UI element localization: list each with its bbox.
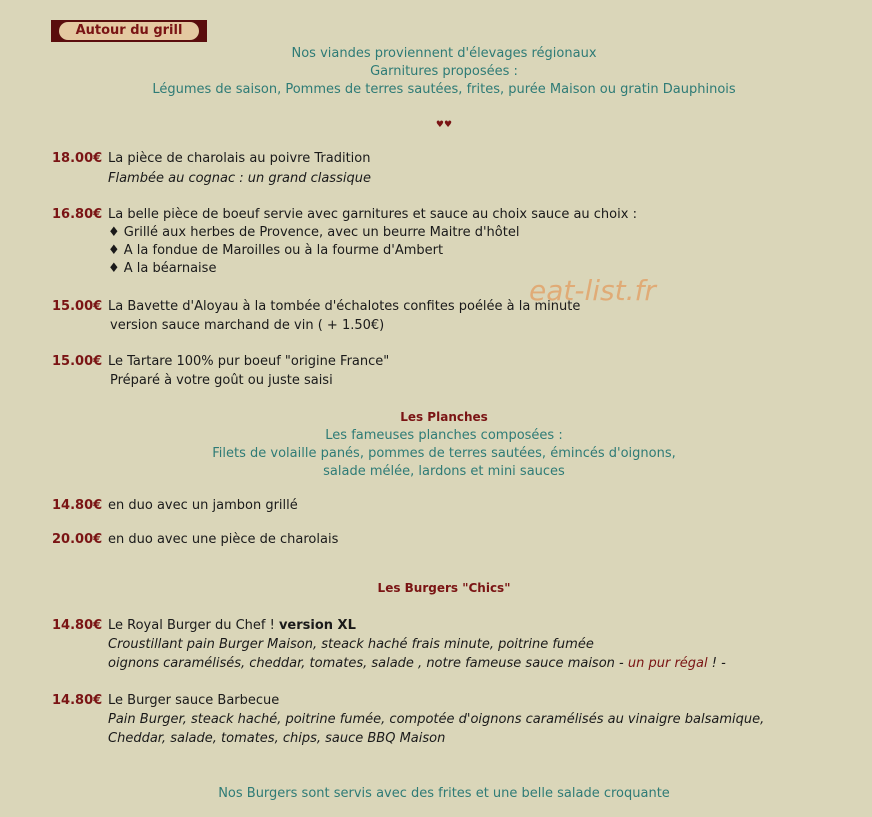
price-label: 14.80€ [52,693,103,708]
hearts-divider: ♥♥ [435,120,453,130]
price-label: 20.00€ [52,532,103,547]
planches-line-3: salade mélée, lardons et mini sauces [323,464,565,479]
item-description: oignons caramélisés, cheddar, tomates, salade , notre fameuse sauce maison - [108,656,628,671]
item-option: ♦ A la béarnaise [108,261,217,276]
price-label: 16.80€ [52,207,103,222]
item-description: Préparé à votre goût ou juste saisi [110,373,333,388]
section-tab [51,20,207,42]
intro-line-1: Nos viandes proviennent d'élevages régionaux [291,46,597,61]
price-label: 18.00€ [52,151,103,166]
item-name: Le Royal Burger du Chef ! [108,618,279,633]
burgers-footer: Nos Burgers sont servis avec des frites et une belle salade croquante [218,786,670,801]
item-description: Pain Burger, steack haché, poitrine fumée, compotée d'oignons caramélisés au vinaigre balsamique, [108,712,765,727]
planches-line-2: Filets de volaille panés, pommes de terres sautées, émincés d'oignons, [212,446,676,461]
item-name: en duo avec une pièce de charolais [108,532,339,547]
item-option: ♦ A la fondue de Maroilles ou à la fourme d'Ambert [108,243,444,258]
item-description: Cheddar, salade, tomates, chips, sauce BBQ Maison [108,731,446,746]
intro-line-3: Légumes de saison, Pommes de terres sautées, frites, purée Maison ou gratin Dauphinois [152,82,736,97]
item-description: Croustillant pain Burger Maison, steack haché frais minute, poitrine fumée [108,637,594,652]
item-name: Le Burger sauce Barbecue [108,693,280,708]
item-option: ♦ Grillé aux herbes de Provence, avec un beurre Maitre d'hôtel [108,225,520,240]
price-label: 15.00€ [52,299,103,314]
price-label: 14.80€ [52,498,103,513]
item-name-row [108,618,356,633]
accent-text: un pur régal [627,656,708,671]
item-description-row [108,656,726,671]
item-name: La belle pièce de boeuf servie avec garnitures et sauce au choix sauce au choix : [108,207,637,222]
intro-line-2: Garnitures proposées : [370,64,518,79]
item-tail: ! - [707,656,726,671]
item-description: version sauce marchand de vin ( + 1.50€) [110,318,385,333]
item-name: en duo avec un jambon grillé [108,498,298,513]
size-badge: version XL [278,618,356,633]
planches-heading: Les Planches [400,410,488,424]
item-description: Flambée au cognac : un grand classique [108,171,371,186]
burgers-heading: Les Burgers "Chics" [377,581,511,595]
price-label: 15.00€ [52,354,103,369]
price-label: 14.80€ [52,618,103,633]
item-name: La pièce de charolais au poivre Tradition [108,151,371,166]
watermark: eat-list.fr [529,274,656,307]
planches-line-1: Les fameuses planches composées : [325,428,563,443]
item-name: Le Tartare 100% pur boeuf "origine France" [108,354,390,369]
section-title: Autour du grill [59,22,199,40]
item-name: La Bavette d'Aloyau à la tombée d'échalotes confites poélée à la minute [108,299,581,314]
